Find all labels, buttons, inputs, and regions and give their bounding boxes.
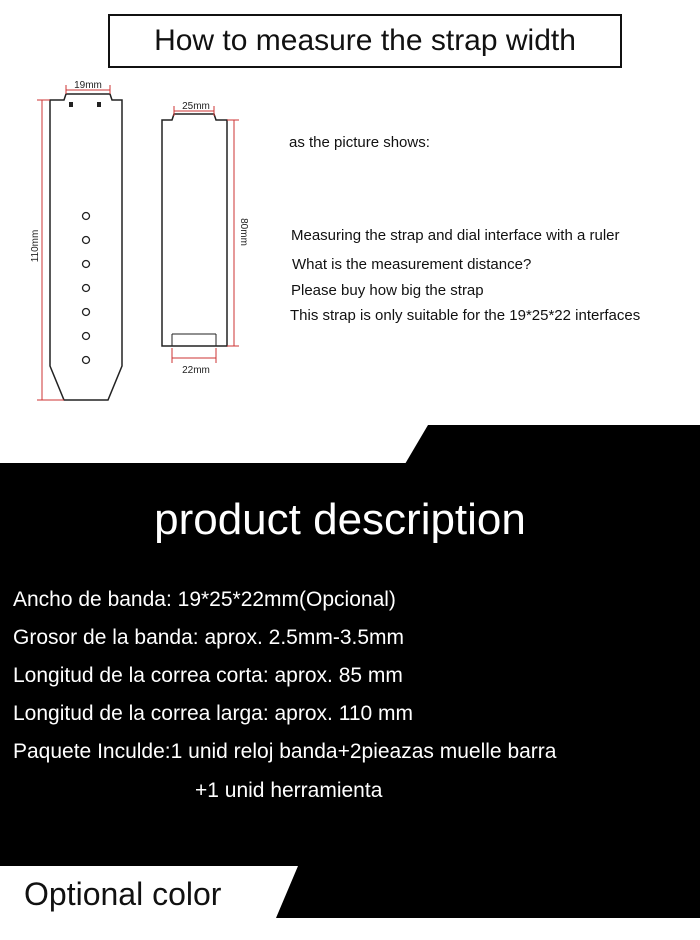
spec-line: Ancho de banda: 19*25*22mm(Opcional) [13,588,396,611]
long-strap-length-label: 110mm [30,229,41,263]
strap-width-label: 19mm [74,80,102,91]
spec-line: Grosor de la banda: aprox. 2.5mm-3.5mm [13,626,405,649]
note-line: Please buy how big the strap [291,282,484,299]
short-strap-length-label: 80mm [238,218,249,246]
page-title: How to measure the strap width [108,14,622,68]
section-title: product description [154,495,526,544]
note-line: Measuring the strap and dial interface with a ruler [291,227,620,244]
spec-line: Longitud de la correa larga: aprox. 110 mm [13,702,414,725]
spec-line: Paquete Inculde:1 unid reloj banda+2pieazas muelle barra [13,740,557,763]
spec-line-continuation: +1 unid herramienta [195,779,383,802]
note-line: What is the measurement distance? [292,256,532,273]
spec-line: Longitud de la correa corta: aprox. 85 mm [13,664,403,687]
note-line: This strap is only suitable for the 19*25*22 interfaces [290,307,641,324]
intro-note: as the picture shows: [289,134,430,151]
optional-color-label: Optional color [24,876,222,912]
short-strap-top-width-label: 25mm [182,101,210,112]
short-strap-bottom-width-label: 22mm [182,365,210,376]
